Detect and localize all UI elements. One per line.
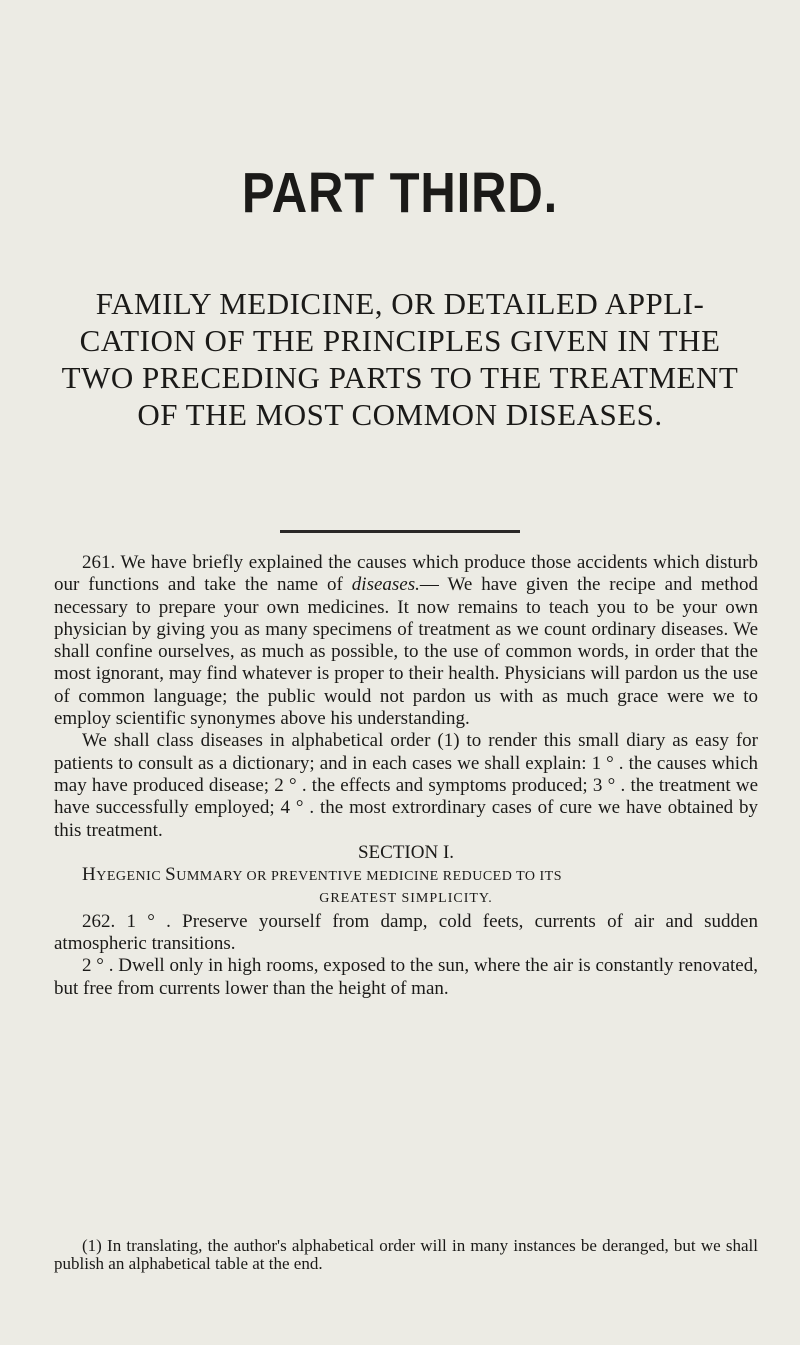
summary-title-cap-h: H (82, 864, 97, 886)
paragraph-261-emphasis: diseases. (351, 574, 420, 596)
paragraph-261-rest: — We have given the recipe and method necessary to prepare your own medicines. It now remains to teach you to be your own physician by giving you as many specimens of treatment as we count ordinary diseases. We shall confine ourselves, as much as possible, to the use of common words, in order that the most ignorant, may find whatever is proper to their health. Physicians will pardon us the use of common language; the public would not pardon us with as much grace were we to employ scientific synonymes above his understanding. (54, 574, 758, 730)
paragraph-261-lead: 261. We have briefly explained the causes which produce those accidents which disturb our functions and take the name of (54, 552, 758, 596)
summary-title (54, 864, 758, 888)
summary-subtitle: GREATEST SIMPLICITY. (319, 891, 493, 907)
summary-title-rest-s: UMMARY OR PREVENTIVE MEDICINE REDUCED TO ITS (176, 869, 562, 885)
summary-title-cap-s: S (165, 864, 177, 886)
summary-title-rest-h: YEGENIC (96, 869, 166, 885)
paragraph-262-1: 262. 1 ° . Preserve yourself from damp, cold feets, currents of air and sudden atmospheric transitions. (54, 910, 758, 955)
footnote: (1) In translating, the author's alphabetical order will in many instances be deranged, but we shall publish an alphabetical table at the end. (54, 1236, 758, 1273)
part-subtitle: FAMILY MEDICINE, OR DETAILED APPLI-CATION OF THE PRINCIPLES GIVEN IN THE TWO PRECEDING PARTS TO THE TREATMENT OF THE MOST COMMON DISEASES. (61, 286, 739, 432)
section-heading: SECTION I. (357, 841, 455, 863)
body-text (54, 552, 758, 1000)
part-title: PART THIRD. (241, 161, 559, 225)
paragraph-262-2: 2 ° . Dwell only in high rooms, exposed to the sun, where the air is constantly renovated, but free from currents lower than the height of man. (54, 955, 758, 999)
paragraph-alphabetical-order: We shall class diseases in alphabetical order (1) to render this small diary as easy for patients to consult as a dictionary; and in each cases we shall explain: 1 ° . the causes which may have produced disease; 2 ° . the effects and symptoms produced; 3 ° . the treatment we have successfully employed; 4 ° . the most extrordinary cases of cure we have obtained by this treatment. (54, 730, 758, 841)
divider-rule (280, 530, 520, 533)
paragraph-261 (54, 552, 758, 730)
